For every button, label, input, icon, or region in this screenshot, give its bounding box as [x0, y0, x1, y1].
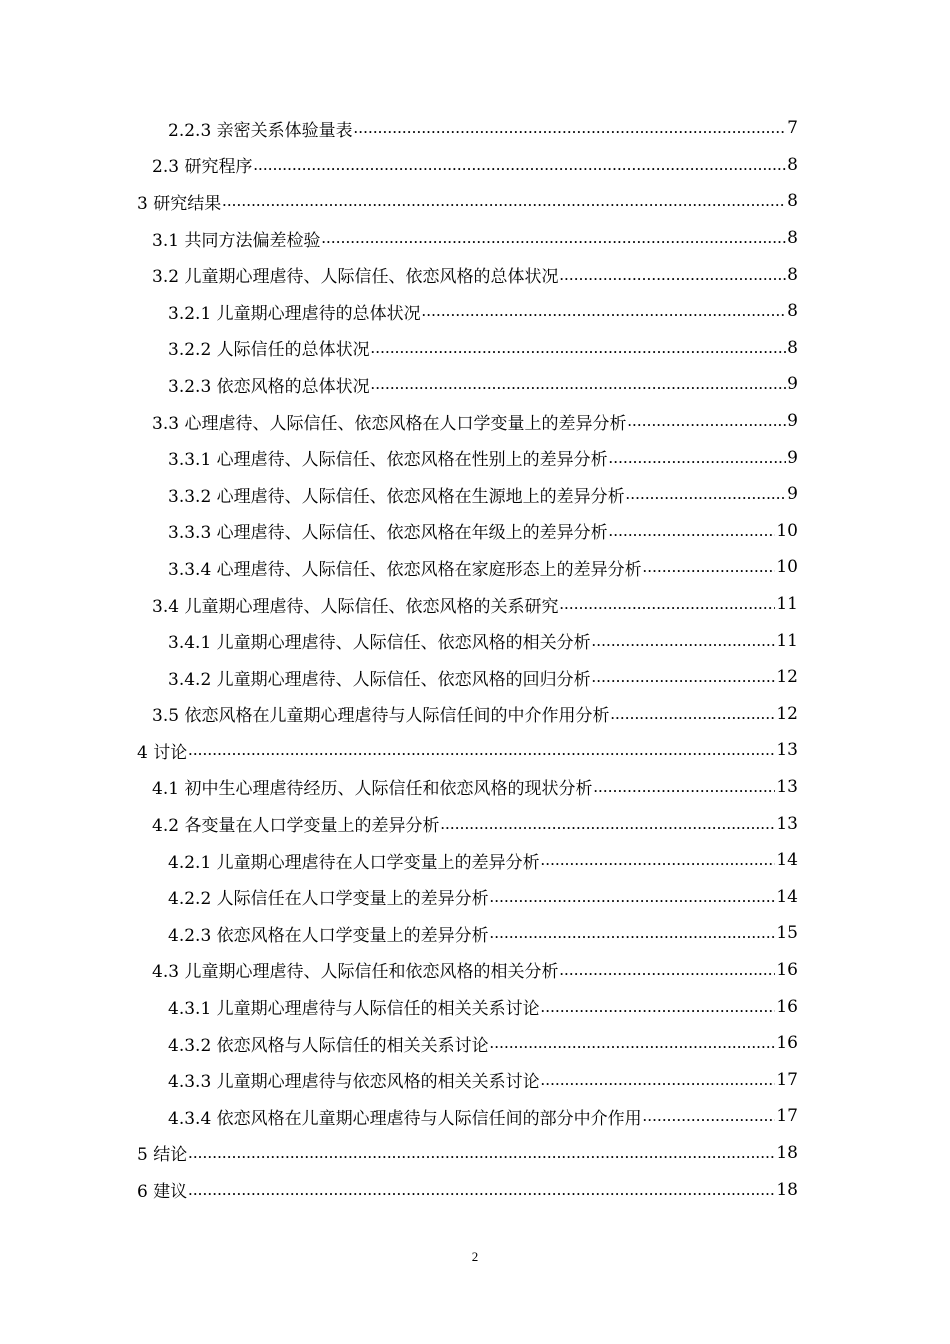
toc-entry[interactable] [0, 659, 950, 696]
toc-dot-leader [422, 301, 787, 321]
toc-entry[interactable] [0, 696, 950, 733]
toc-entry-title: 3.2.3 依恋风格的总体状况 [168, 376, 370, 397]
toc-entry[interactable] [0, 366, 950, 403]
toc-entry-title: 6 建议 [137, 1182, 188, 1203]
toc-entry-title: 3.4 儿童期心理虐待、人际信任、依恋风格的关系研究 [152, 596, 559, 617]
toc-entry-page: 8 [787, 337, 798, 358]
toc-dot-leader [627, 411, 786, 431]
toc-entry[interactable] [0, 439, 950, 476]
toc-entry-title: 4.3.3 儿童期心理虐待与依恋风格的相关关系讨论 [168, 1072, 540, 1093]
toc-entry-page: 9 [787, 374, 798, 395]
toc-dot-leader [559, 594, 775, 614]
toc-entry-page: 14 [776, 886, 798, 907]
toc-entry-page: 14 [776, 850, 798, 871]
toc-entry-page: 9 [787, 411, 798, 432]
toc-entry[interactable] [0, 476, 950, 513]
toc-entry-title: 3.4.1 儿童期心理虐待、人际信任、依恋风格的相关分析 [168, 633, 591, 654]
toc-entry-page: 8 [787, 264, 798, 285]
toc-entry[interactable] [0, 805, 950, 842]
toc-dot-leader [610, 704, 775, 724]
toc-entry-page: 17 [776, 1106, 798, 1127]
toc-entry-title: 4.3.1 儿童期心理虐待与人际信任的相关关系讨论 [168, 999, 540, 1020]
toc-entry-title: 3.2.1 儿童期心理虐待的总体状况 [168, 303, 421, 324]
toc-entry-page: 9 [787, 484, 798, 505]
toc-entry-page: 12 [776, 667, 798, 688]
toc-entry-title: 3.1 共同方法偏差检验 [152, 230, 321, 251]
toc-entry[interactable] [0, 330, 950, 367]
toc-dot-leader [222, 191, 786, 211]
toc-dot-leader [609, 448, 787, 468]
toc-entry-page: 12 [776, 703, 798, 724]
toc-entry-title: 4.2.1 儿童期心理虐待在人口学变量上的差异分析 [168, 852, 540, 873]
toc-entry-page: 16 [776, 959, 798, 980]
toc-entry-title: 3.3.2 心理虐待、人际信任、依恋风格在生源地上的差异分析 [168, 486, 625, 507]
toc-entry-title: 4.2.3 依恋风格在人口学变量上的差异分析 [168, 925, 489, 946]
toc-dot-leader [354, 118, 787, 138]
toc-entry-title: 4.3.2 依恋风格与人际信任的相关关系讨论 [168, 1035, 489, 1056]
toc-entry[interactable] [0, 1061, 950, 1098]
toc-dot-leader [253, 155, 786, 175]
toc-entry[interactable] [0, 988, 950, 1025]
toc-entry-title: 4.2.2 人际信任在人口学变量上的差异分析 [168, 889, 489, 910]
toc-entry-page: 15 [776, 923, 798, 944]
toc-entry-page: 8 [787, 301, 798, 322]
toc-entry-title: 3.3.3 心理虐待、人际信任、依恋风格在年级上的差异分析 [168, 523, 608, 544]
toc-entry[interactable] [0, 1098, 950, 1135]
toc-entry[interactable] [0, 952, 950, 989]
toc-entry[interactable] [0, 878, 950, 915]
toc-entry-page: 17 [776, 1069, 798, 1090]
toc-entry-page: 18 [776, 1179, 798, 1200]
toc-entry-page: 8 [787, 154, 798, 175]
toc-entry[interactable] [0, 915, 950, 952]
toc-entry[interactable] [0, 1171, 950, 1208]
toc-entry-page: 18 [776, 1142, 798, 1163]
toc-entry[interactable] [0, 220, 950, 257]
toc-entry-page: 13 [776, 776, 798, 797]
toc-entry[interactable] [0, 1135, 950, 1172]
toc-dot-leader [592, 631, 776, 651]
toc-entry[interactable] [0, 147, 950, 184]
toc-entry-title: 2.3 研究程序 [152, 157, 253, 178]
toc-entry-page: 9 [787, 447, 798, 468]
toc-entry[interactable] [0, 732, 950, 769]
toc-entry[interactable] [0, 110, 950, 147]
toc-entry-title: 4.1 初中生心理虐待经历、人际信任和依恋风格的现状分析 [152, 779, 593, 800]
toc-dot-leader [559, 265, 786, 285]
toc-dot-leader [371, 338, 787, 358]
toc-dot-leader [592, 667, 776, 687]
toc-dot-leader [188, 1143, 775, 1163]
toc-entry-page: 7 [787, 118, 798, 139]
toc-dot-leader [541, 997, 776, 1017]
toc-entry-page: 13 [776, 740, 798, 761]
toc-entry-title: 3.2.2 人际信任的总体状况 [168, 340, 370, 361]
toc-dot-leader [490, 887, 776, 907]
toc-entry-title: 5 结论 [137, 1145, 188, 1166]
toc-dot-leader [490, 923, 776, 943]
toc-entry[interactable] [0, 256, 950, 293]
toc-dot-leader [541, 1070, 776, 1090]
toc-entry[interactable] [0, 403, 950, 440]
toc-entry[interactable] [0, 549, 950, 586]
toc-dot-leader [541, 850, 776, 870]
toc-dot-leader [440, 814, 775, 834]
toc-entry-title: 4.3.4 依恋风格在儿童期心理虐待与人际信任间的部分中介作用 [168, 1108, 642, 1129]
toc-dot-leader [626, 484, 787, 504]
toc-entry-title: 3.5 依恋风格在儿童期心理虐待与人际信任间的中介作用分析 [152, 706, 610, 727]
toc-dot-leader [559, 960, 775, 980]
toc-entry-title: 3.3.4 心理虐待、人际信任、依恋风格在家庭形态上的差异分析 [168, 559, 642, 580]
toc-entry-page: 8 [787, 191, 798, 212]
toc-entry-title: 3.3.1 心理虐待、人际信任、依恋风格在性别上的差异分析 [168, 450, 608, 471]
toc-entry[interactable] [0, 769, 950, 806]
toc-entry-page: 13 [776, 813, 798, 834]
toc-entry-title: 4.3 儿童期心理虐待、人际信任和依恋风格的相关分析 [152, 962, 559, 983]
toc-entry-title: 3.3 心理虐待、人际信任、依恋风格在人口学变量上的差异分析 [152, 413, 627, 434]
toc-dot-leader [609, 521, 776, 541]
toc-dot-leader [643, 557, 776, 577]
toc-entry-title: 4 讨论 [137, 742, 188, 763]
toc-entry[interactable] [0, 293, 950, 330]
toc-entry-page: 10 [776, 557, 798, 578]
toc-dot-leader [593, 777, 775, 797]
toc-dot-leader [321, 228, 786, 248]
toc-dot-leader [643, 1106, 776, 1126]
toc-entry-page: 8 [787, 228, 798, 249]
toc-entry-title: 4.2 各变量在人口学变量上的差异分析 [152, 816, 440, 837]
toc-entry-page: 16 [776, 1033, 798, 1054]
toc-entry-page: 16 [776, 996, 798, 1017]
toc-dot-leader [490, 1033, 776, 1053]
toc-entry-title: 3.2 儿童期心理虐待、人际信任、依恋风格的总体状况 [152, 267, 559, 288]
toc-dot-leader [188, 1180, 775, 1200]
toc-entry-page: 11 [776, 630, 798, 651]
toc-entry[interactable] [0, 1025, 950, 1062]
toc-dot-leader [371, 374, 787, 394]
toc-entry-title: 2.2.3 亲密关系体验量表 [168, 120, 353, 141]
toc-entry[interactable] [0, 513, 950, 550]
toc-entry[interactable] [0, 586, 950, 623]
toc-entry[interactable] [0, 622, 950, 659]
toc-entry[interactable] [0, 842, 950, 879]
table-of-contents [0, 110, 950, 1208]
toc-entry-page: 11 [776, 594, 798, 615]
toc-entry[interactable] [0, 183, 950, 220]
toc-dot-leader [188, 740, 775, 760]
toc-entry-page: 10 [776, 520, 798, 541]
toc-entry-title: 3 研究结果 [137, 193, 222, 214]
page-number: 2 [471, 1249, 479, 1264]
toc-entry-title: 3.4.2 儿童期心理虐待、人际信任、依恋风格的回归分析 [168, 669, 591, 690]
